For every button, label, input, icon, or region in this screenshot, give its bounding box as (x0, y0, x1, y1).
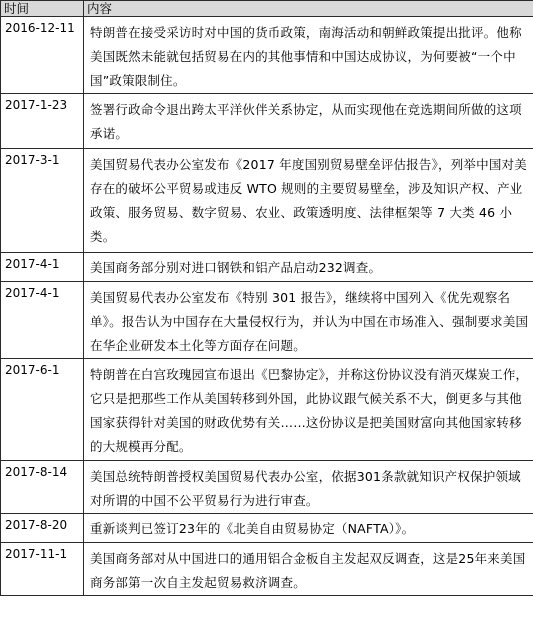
table-row (1, 94, 533, 149)
row-date: 2017-1-23 (1, 94, 84, 149)
row-content: 美国商务部分别对进口钢铁和铝产品启动232调查。 (84, 253, 533, 282)
row-date: 2017-8-20 (1, 514, 84, 543)
table-row (1, 514, 533, 543)
row-date: 2017-8-14 (1, 461, 84, 514)
row-content: 特朗普在接受采访时对中国的货币政策，南海活动和朝鲜政策提出批评。他称美国既然未能就包括贸易在内的其他事情和中国达成协议，为何要被“一个中国”政策限制住。 (84, 17, 533, 94)
header-time: 时间 (1, 1, 84, 17)
row-content: 美国商务部对从中国进口的通用铝合金板自主发起双反调查，这是25年来美国商务部第一次自主发起贸易救济调查。 (84, 543, 533, 596)
table-row (1, 17, 533, 94)
row-date: 2016-12-11 (1, 17, 84, 94)
row-date: 2017-4-1 (1, 253, 84, 282)
table-row (1, 359, 533, 461)
table-row (1, 461, 533, 514)
table-row (1, 282, 533, 359)
row-content: 签署行政命令退出跨太平洋伙伴关系协定，从而实现他在竞选期间所做的这项承诺。 (84, 94, 533, 149)
table-header-row (1, 1, 533, 17)
row-date: 2017-3-1 (1, 149, 84, 253)
table-row (1, 543, 533, 596)
row-date: 2017-6-1 (1, 359, 84, 461)
row-content: 美国贸易代表办公室发布《2017 年度国别贸易壁垒评估报告》，列举中国对美存在的破坏公平贸易或违反 WTO 规则的主要贸易壁垒，涉及知识产权、产业政策、服务贸易、数字贸易、农业、政策透明度、法律框架等 7 大类 46 小类。 (84, 149, 533, 253)
row-content: 特朗普在白宫玫瑰园宣布退出《巴黎协定》，并称这份协议没有消灭煤炭工作，它只是把那些工作从美国转移到外国，此协议跟气候关系不大，倒更多与其他国家获得针对美国的财政优势有关……这份协议是把美国财富向其他国家转移的大规模再分配。 (84, 359, 533, 461)
row-date: 2017-4-1 (1, 282, 84, 359)
row-content: 美国总统特朗普授权美国贸易代表办公室，依据301条款就知识产权保护领域对所谓的中国不公平贸易行为进行审查。 (84, 461, 533, 514)
header-content: 内容 (84, 1, 533, 17)
row-content: 重新谈判已签订23年的《北美自由贸易协定（NAFTA）》。 (84, 514, 533, 543)
row-date: 2017-11-1 (1, 543, 84, 596)
row-content: 美国贸易代表办公室发布《特别 301 报告》，继续将中国列入《优先观察名单》。报告认为中国存在大量侵权行为，并认为中国在市场准入、强制要求美国在华企业研发本土化等方面存在问题。 (84, 282, 533, 359)
table-row (1, 149, 533, 253)
table-row (1, 253, 533, 282)
